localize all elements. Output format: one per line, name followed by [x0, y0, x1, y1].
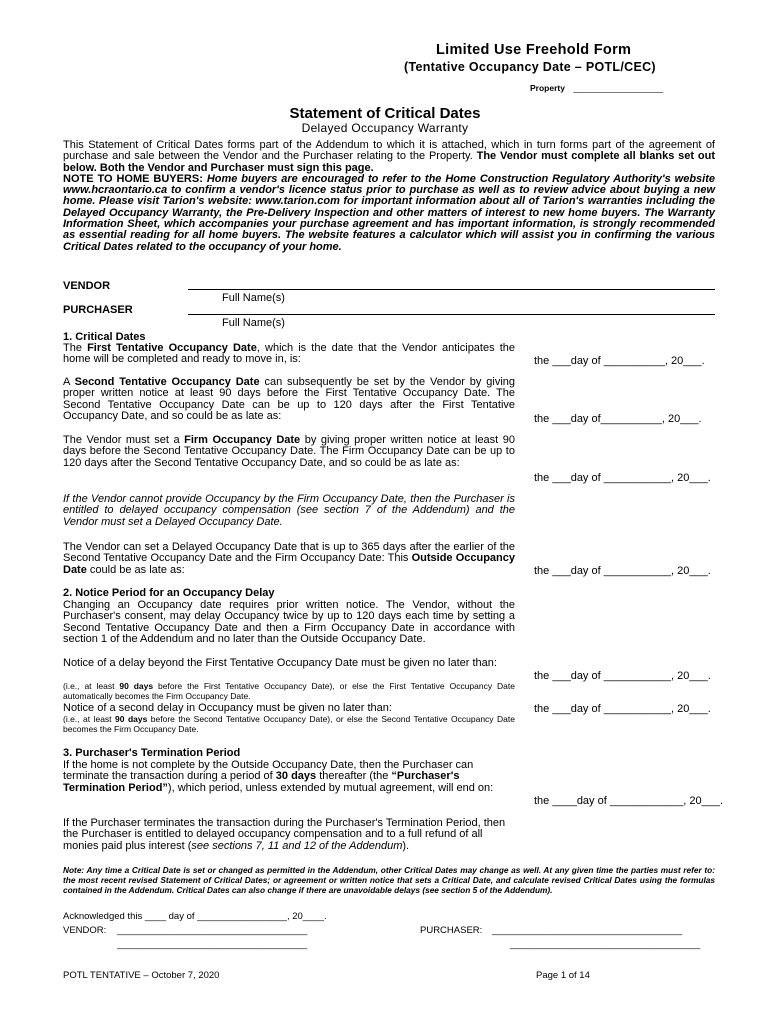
second-tentative-date-field[interactable]: the ___day of__________, 20___.: [534, 413, 702, 425]
acknowledged-line[interactable]: Acknowledged this ____ day of _________________, 20____.: [63, 911, 327, 922]
first-tentative-date-field[interactable]: the ___day of __________, 20___.: [534, 355, 705, 367]
property-line: ___________________: [573, 83, 664, 93]
notice-period-paragraph: Changing an Occupancy date requires prior written notice. The Vendor, without the Purchaser's consent, may delay Occupancy twice by up to 120 days each time by setting a Second Tentative Occupancy Date and then a Firm Occupancy Date in accordance with section 1 of the Addendum and no later than the Outside Occupancy Date.: [63, 599, 515, 645]
vendor-label: VENDOR: [63, 280, 111, 292]
form-title: Limited Use Freehold Form: [436, 42, 632, 58]
vendor-name-line[interactable]: [188, 289, 715, 290]
purchaser-signature-line-2[interactable]: ____________________________________: [510, 939, 701, 950]
section-2-heading: 2. Notice Period for an Occupancy Delay: [63, 587, 275, 599]
statement-subtitle: Delayed Occupancy Warranty: [301, 121, 469, 135]
intro-text: This Statement of Critical Dates forms part of the Addendum to which it is attached, which in turn forms part of the agreement of purchase and sale between the Vendor and the Purchaser relating to the Property.: [63, 139, 715, 163]
second-delay-notice-clarification: (i.e., at least 90 days before the Second Tentative Occupancy Date), or else the Second Tentative Occupancy Date becomes the Firm Occupancy Date.: [63, 714, 515, 734]
note-to-home-buyers-text: Home buyers are encouraged to refer to the Home Construction Regulatory Authority's website www.hcraontario.ca to confirm a vendor's licence status prior to purchase as well as to review advice about buying a new home. Please visit Tarion's website: www.tarion.com for important information about all of Tarion's warranties including the Delayed Occupancy Warranty, the Pre-Delivery Inspection and other matters of interest to new home buyers. The Warranty Information Sheet, which accompanies your purchase agreement and has important information, is strongly recommended as essential reading for all home buyers. The website features a calculator which will assist you in confirming the various Critical Dates related to the occupancy of your home.: [63, 172, 716, 253]
intro-instruction: The Vendor must complete all blanks set out below. Both the Vendor and Purchaser must sign this page.: [63, 150, 715, 174]
statement-title: Statement of Critical Dates: [289, 105, 481, 122]
termination-end-date-field[interactable]: the ____day of ____________, 20___.: [534, 795, 724, 807]
vendor-signature-label: VENDOR:: [63, 925, 107, 936]
first-delay-notice-paragraph: Notice of a delay beyond the First Tentative Occupancy Date must be given no later than:: [63, 657, 497, 669]
section-3-heading: 3. Purchaser's Termination Period: [63, 747, 241, 759]
note-to-home-buyers-label: NOTE TO HOME BUYERS:: [63, 172, 203, 185]
footer-page-number: Page 1 of 14: [536, 970, 590, 981]
firm-occupancy-date-field[interactable]: the ___day of ___________, 20___.: [534, 472, 711, 484]
property-label: Property: [530, 83, 565, 93]
critical-dates-note: Note: Any time a Critical Date is set or changed as permitted in the Addendum, other Critical Dates may change as well. At any given time the parties must refer to: the most recent revised Statement of Critical Dates; or agreement or written notice that sets a Critical Date, and calculate revised Critical Dates using the formulas contained in the Addendum. Critical Dates can also change if there are unavoidable delays (see section 5 of the Addendum).: [63, 865, 715, 895]
second-delay-notice-paragraph: Notice of a second delay in Occupancy must be given no later than:: [63, 702, 392, 714]
second-tentative-paragraph: A Second Tentative Occupancy Date can subsequently be set by the Vendor by giving proper written notice at least 90 days before the First Tentative Occupancy Date. The Second Tentative Occupancy Date can be up to 120 days after the First Tentative Occupancy Date, and so could be as late as:: [63, 376, 515, 422]
form-subtitle: (Tentative Occupancy Date – POTL/CEC): [404, 60, 656, 74]
purchaser-label: PURCHASER: [63, 304, 133, 316]
firm-occupancy-paragraph: The Vendor must set a Firm Occupancy Date by giving proper written notice at least 90 days before the Second Tentative Occupancy Date. The Firm Occupancy Date can be up to 120 days after the Second Tentative Occupancy Date, and so could be as late as:: [63, 434, 516, 469]
vendor-signature-line-1[interactable]: ____________________________________: [117, 925, 308, 936]
outside-occupancy-date-field[interactable]: the ___day of ___________, 20___.: [534, 565, 711, 577]
termination-period-paragraph: If the home is not complete by the Outside Occupancy Date, then the Purchaser can terminate the transaction during a period of 30 days thereafter (the “Purchaser's Termination Period”), which period, unless extended by mutual agreement, will end on:: [63, 759, 494, 794]
vendor-signature-line-2[interactable]: ____________________________________: [117, 939, 308, 950]
intro-paragraph: [63, 140, 715, 253]
outside-occupancy-paragraph: The Vendor can set a Delayed Occupancy Date that is up to 365 days after the earlier of the Second Tentative Occupancy Date and the Firm Occupancy Date: This Outside Occupancy Date could be as late as:: [63, 541, 515, 576]
first-tentative-paragraph: The First Tentative Occupancy Date, which is the date that the Vendor anticipates the home will be completed and ready to move in, is:: [63, 342, 515, 366]
property-field[interactable]: [530, 83, 663, 93]
delayed-occupancy-note: If the Vendor cannot provide Occupancy by the Firm Occupancy Date, then the Purchaser is entitled to delayed occupancy compensation (see section 7 of the Addendum) and the Vendor must set a Delayed Occupancy Date.: [63, 493, 515, 528]
first-delay-notice-date-field[interactable]: the ___day of ___________, 20___.: [534, 670, 711, 682]
second-delay-notice-date-field[interactable]: the ___day of ___________, 20___.: [534, 703, 711, 715]
first-delay-notice-clarification: (i.e., at least 90 days before the First Tentative Occupancy Date), or else the First Tentative Occupancy Date automatically becomes the Firm Occupancy Date.: [63, 681, 515, 701]
purchaser-name-line[interactable]: [188, 314, 715, 315]
purchaser-signature-label: PURCHASER:: [420, 925, 483, 936]
footer-form-version: POTL TENTATIVE – October 7, 2020: [63, 970, 220, 981]
purchaser-full-names-caption: Full Name(s): [222, 317, 285, 329]
vendor-full-names-caption: Full Name(s): [222, 292, 285, 304]
purchaser-signature-line-1[interactable]: ____________________________________: [492, 925, 683, 936]
section-1-heading: 1. Critical Dates: [63, 331, 146, 343]
termination-refund-paragraph: If the Purchaser terminates the transaction during the Purchaser's Termination Period, then the Purchaser is entitled to delayed occupancy compensation and to a full refund of all monies paid plus interest (see sections 7, 11 and 12 of the Addendum).: [63, 817, 506, 852]
